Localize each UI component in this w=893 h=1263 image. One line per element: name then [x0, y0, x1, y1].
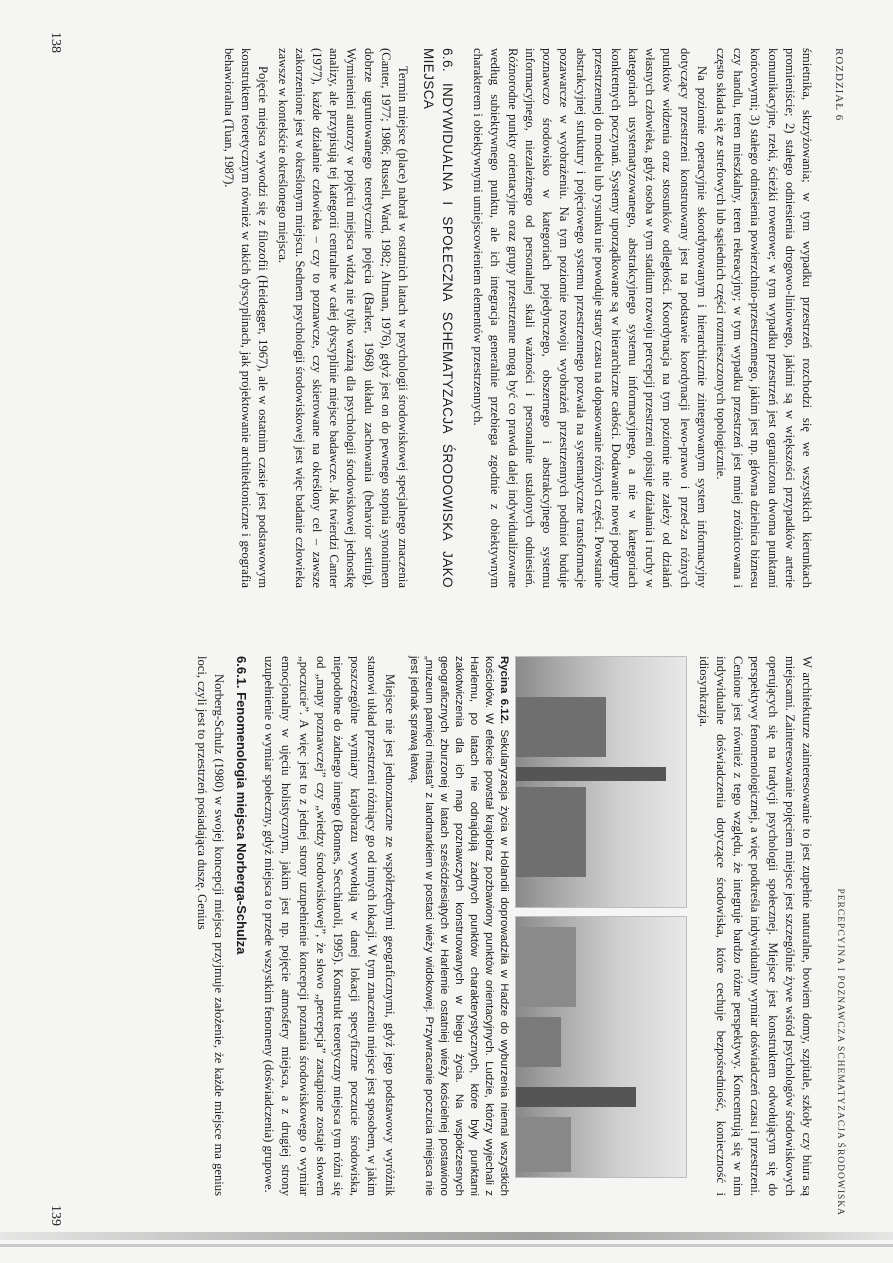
paragraph: Miejsce nie jest jednoznaczne ze współrzędnymi geograficznymi, gdyż jego podstawowy wyróżnik stanowi układ przestrzeni różniący go od innych lokacji. W tym znaczeniu miejsce jest sposobem, w jakim poszczególne wymiary krajobrazu wywołują w danej lokacji specyficzne poczucie środowiska, niepodobne do żadnego innego (Bonnes, Secchiaroli, 1995). Konstrukt teoretyczny miejsca tym różni się od „mapy poznawczej” czy „wiedzy środowiskowej”, że słowo „percepcja” zastąpione zostaje słowem „poczucie”. A więc jest to z jednej strony uzupełnienie koncepcji poznania środowiskowego o wymiar emocjonalny w ujęciu holistycznym, jakim jest np. pojęcie atmosfery miejsca, a z drugiej strony uzupełnienie o wymiar społeczny, gdyż miejsca to przede wszystkim fenomeny (doświadczenia) grupowe.: [262, 656, 397, 1196]
rotated-spread: [31, 20, 863, 1244]
church-photo: [515, 656, 687, 908]
left-page-body: [218, 48, 815, 588]
figure-photos: [515, 656, 687, 1196]
scanner-edge-shadow: [0, 1232, 893, 1240]
running-head: PERCEPCYJNA I POZNAWCZA SCHEMATYZACJA ŚRODOWISKA: [835, 888, 845, 1216]
page-number: 138: [48, 32, 63, 53]
right-page-body: [190, 656, 815, 1196]
figure-caption: [406, 656, 511, 1196]
city-photo: [515, 916, 687, 1178]
scanner-edge-line: [0, 1244, 893, 1247]
caption-label: Rycina 6.12.: [497, 656, 510, 725]
paragraph: Pojęcie miejsca wywodzi się z filozofii (Heidegger, 1967), ale w ostatnim czasie jest podstawowym konstruktem teoretycznym również w takich dyscyplinach, jak projektowanie architektoniczne i geografia behawioralna (Tuan, 1987).: [221, 48, 271, 588]
right-page: [31, 656, 863, 1226]
left-page: [31, 32, 863, 608]
section-heading: 6.6. INDYWIDUALNA I SPOŁECZNA SCHEMATYZACJA ŚRODOWISKA JAKO MIEJSCA: [420, 48, 455, 588]
paragraph: W architekturze zainteresowanie to jest zupełnie naturalne, bowiem domy, szpitale, szkoły czy biura są miejscami. Zainteresowanie pojęciem miejsce jest szczególnie żywe wśród psychologów środowiskowych operujących się na tradycji psychologii społecznej. Miejsce jest konstruktem odwołującym się do perspektywy fenomenologicznej, a więc podkreśla indywidualny wymiar doświadczeń czasu i przestrzeni. Cenione jest również z tego względu, że integruje bardzo różne perspektywy. Koncentrują się w nim indywidualne doświadczenia dotyczące środowiska, które cechuje bezpośredniość, konieczność i idiosynkrazja.: [696, 656, 814, 1196]
page-number: 139: [48, 1205, 63, 1226]
subsection-heading: 6.6.1. Fenomenologia miejsca Norberga-Schulza: [233, 656, 249, 955]
paragraph: śmietnika, skrzyżowania; w tym wypadku przestrzeń rozchodzi się we wszystkich kierunkach promieniście; 2) stałego odniesienia drogowo-liniowego, jakimi są w większości przypadków arterie komunikacyjne, rzeki, ścieżki rowerowe; w tym wypadku przestrzeń jest ograniczona dwoma punktami końcowymi; 3) stałego odniesienia powierzchnio-przestrzennego, jakim jest np. główna dzielnica biznesu czy handlu, teren mieszkalny, teren rekreacyjny; w tym wypadku przestrzeń jest mniej zróżnicowana i często składa się ze strefowych lub sąsiednich części rozmieszczonych topologicznie.: [713, 48, 814, 588]
caption-text: Sekularyzacja życia w Holandii doprowadziła w Hadze do wyburzenia niemal wszystkich kościołów. W efekcie powstał krajobraz pozbawiony punktów orientacyjnych. Ludzie, którzy wyjechali z Harlemu, po latach nie odnajdują żadnych punktów charakterystycznych, które były punktami zakotwiczenia dla ich map poznawczych konstruowanych w biegu życia. Na współczesnych geograficznych zburzonej w latach sześćdziesiątych w Harlemie ostatniej wieży kościelnej postawiono „muzeum pamięci miasta” z landmarkiem w postaci wieży widokowej. Przywracanie poczucia miejsca nie jest jednak sprawą łatwą.: [407, 656, 510, 1197]
paragraph: Na poziomie operacyjnie skoordynowanym i hierarchicznie zintegrowanym system informacyjny dotyczący przestrzeni konstruowany jest na podstawie koordynacji lewo-prawo i przed-za różnych punktów widzenia oraz stosunków odległości. Koordynacja na tym poziomie nie zależy od działań własnych człowieka, gdyż osoba w tym stadium rozwoju percepcji przestrzeni opisuje działania i ruchy w kategoriach usystematyzowanego, abstrakcyjnego systemu informacyjnego, a nie w kategoriach konkretnych poczynań. Systemy uporządkowane są w hierarchiczne całości. Dodawanie nowej podgrupy przestrzennej do modelu lub rysunku nie powoduje straty czasu na dopasowanie różnych części. Powstanie abstrakcyjnej struktury i pojęciowego systemu przestrzennego pozwala na systematyczne transformacje pozawarcze w wyobrażeniu. Na tym poziomie rozwoju wyobrażeń przestrzennych podmiot buduje poznawczo środowisko w kategoriach pojedynczego, obszernego i abstrakcyjnego systemu informacyjnego, niezależnego od personalnej skali ważności i personalnie ustalonych odniesień. Różnorodne punkty orientacyjne oraz grupy przestrzenne mogą być co prawda dalej indywidualizowane według subiektywnego punktu, ale ich integracja generalnie przebiega zgodnie z obiektywnym charakterem i obiektywnymi umiejscowieniem elementów przestrzennych.: [471, 48, 709, 588]
paragraph: Norberg-Schulz (1980) w swojej koncepcji miejsca przyjmuje założenie, że każde miejsce ma genius loci, czyli jest to przestrzeń posiadająca duszę. Genius: [194, 656, 226, 1196]
running-head: ROZDZIAŁ 6: [833, 48, 845, 122]
paragraph: Termin miejsce (place) nabrał w ostatnich latach w psychologii środowiskowej specjalnego znaczenia (Canter, 1977; 1986; Russell, Ward, 1982; Altman, 1976), gdyż jest on do pewnego stopnia synonimem dobrze ugruntowanego teoretycznie pojęcia (Barker, 1968) układu zachowania (behavior setting). Wymienieni autorzy w pojęciu miejsca widzą nie tylko ważną dla psychologii środowiskowej jednostkę analizy, ale przypisują tej kategorii centralne w całej dyscyplinie miejsce badawcze. Jak twierdzi Canter (1977), każde działanie człowieka – czy to poznawcze, czy skierowane na określony cel – zawsze zakorzenione jest w określonym miejscu. Sednem psychologii środowiskowej jest więc badanie człowieka zawsze w kontekście określonego miejsca.: [275, 48, 410, 588]
